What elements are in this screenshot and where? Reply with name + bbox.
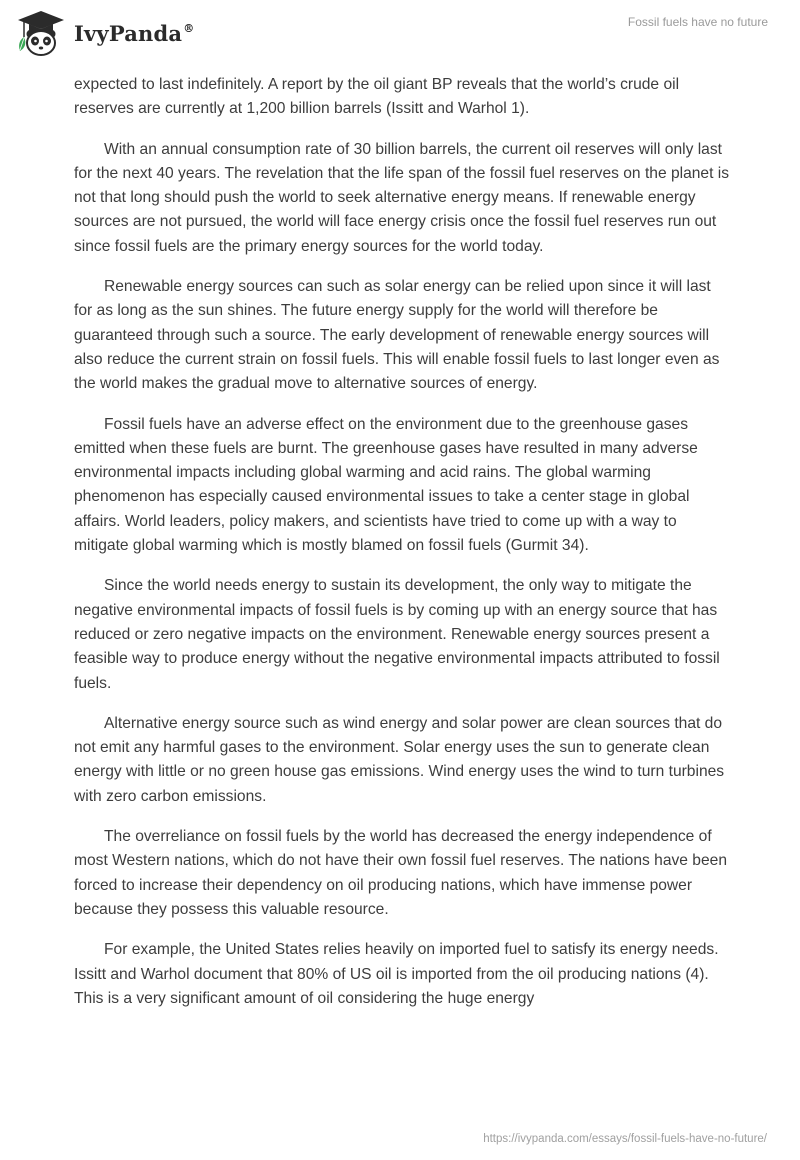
paragraph: The overreliance on fossil fuels by the world has decreased the energy independence of most Western nations, which do not have their own fossil fuel reserves. The nations have been forced to increase their dependency on oil producing nations, which have immense power because they possess this valuable resource. (74, 828, 727, 918)
paragraph: Since the world needs energy to sustain its development, the only way to mitigate the negative environmental impacts of fossil fuels is by coming up with an energy source that has reduced or zero negative impacts on the environment. Renewable energy sources present a feasible way to produce energy without the negative environmental impacts attributed to fossil fuels. (74, 577, 720, 692)
paragraph: Fossil fuels have an adverse effect on the environment due to the greenhouse gases emitted when these fuels are burnt. The greenhouse gases have resulted in many adverse environmental impacts including global warming and acid rains. The global warming phenomenon has especially caused environmental issues to take a center stage in global affairs. World leaders, policy makers, and scientists have tried to come up with a way to mitigate global warming which is mostly blamed on fossil fuels (Gurmit 34). (74, 415, 698, 555)
paragraph: Alternative energy source such as wind energy and solar power are clean sources that do not emit any harmful gases to the environment. Solar energy uses the sun to generate clean energy with little or no green house gas emissions. Wind energy uses the wind to turn turbines with zero carbon emissions. (74, 714, 725, 805)
registered-mark: ® (183, 21, 195, 35)
source-url[interactable]: https://ivypanda.com/essays/fossil-fuels-have-no-future/ (483, 1133, 767, 1145)
paragraph: With an annual consumption rate of 30 billion barrels, the current oil reserves will only last for the next 40 years. The revelation that the life span of the fossil fuel reserves on the planet is not that long should push the world to seek alternative energy means. If renewable energy sources are not pursued, the world will face energy crisis once the fossil fuel reserves run out since fossil fuels are the primary energy sources for the world today. (74, 140, 730, 255)
brand-name-text: IvyPanda (74, 20, 183, 46)
brand-logo[interactable] (14, 8, 194, 58)
page-header (0, 0, 800, 70)
paragraph: expected to last indefinitely. A report by the oil giant BP reveals that the world’s crude oil reserves are currently at 1,200 billion barrels (Issitt and Warhol 1). (74, 76, 680, 118)
paragraph: Renewable energy sources can such as solar energy can be relied upon since it will last for as long as the sun shines. The future energy supply for the world will therefore be guaranteed through such a source. The early development of renewable energy sources will also reduce the current strain on fossil fuels. This will enable fossil fuels to last longer even as the world makes the gradual move to alternative sources of energy. (74, 278, 720, 393)
brand-name (74, 21, 194, 46)
essay-body (74, 73, 730, 1027)
paragraph: For example, the United States relies heavily on imported fuel to satisfy its energy needs. Issitt and Warhol document that 80% of US oil is imported from the oil producing nations (4). This is a very significant amount of oil considering the huge energy (74, 941, 719, 1007)
page-title: Fossil fuels have no future (627, 15, 768, 29)
panda-graduate-icon (14, 8, 68, 58)
